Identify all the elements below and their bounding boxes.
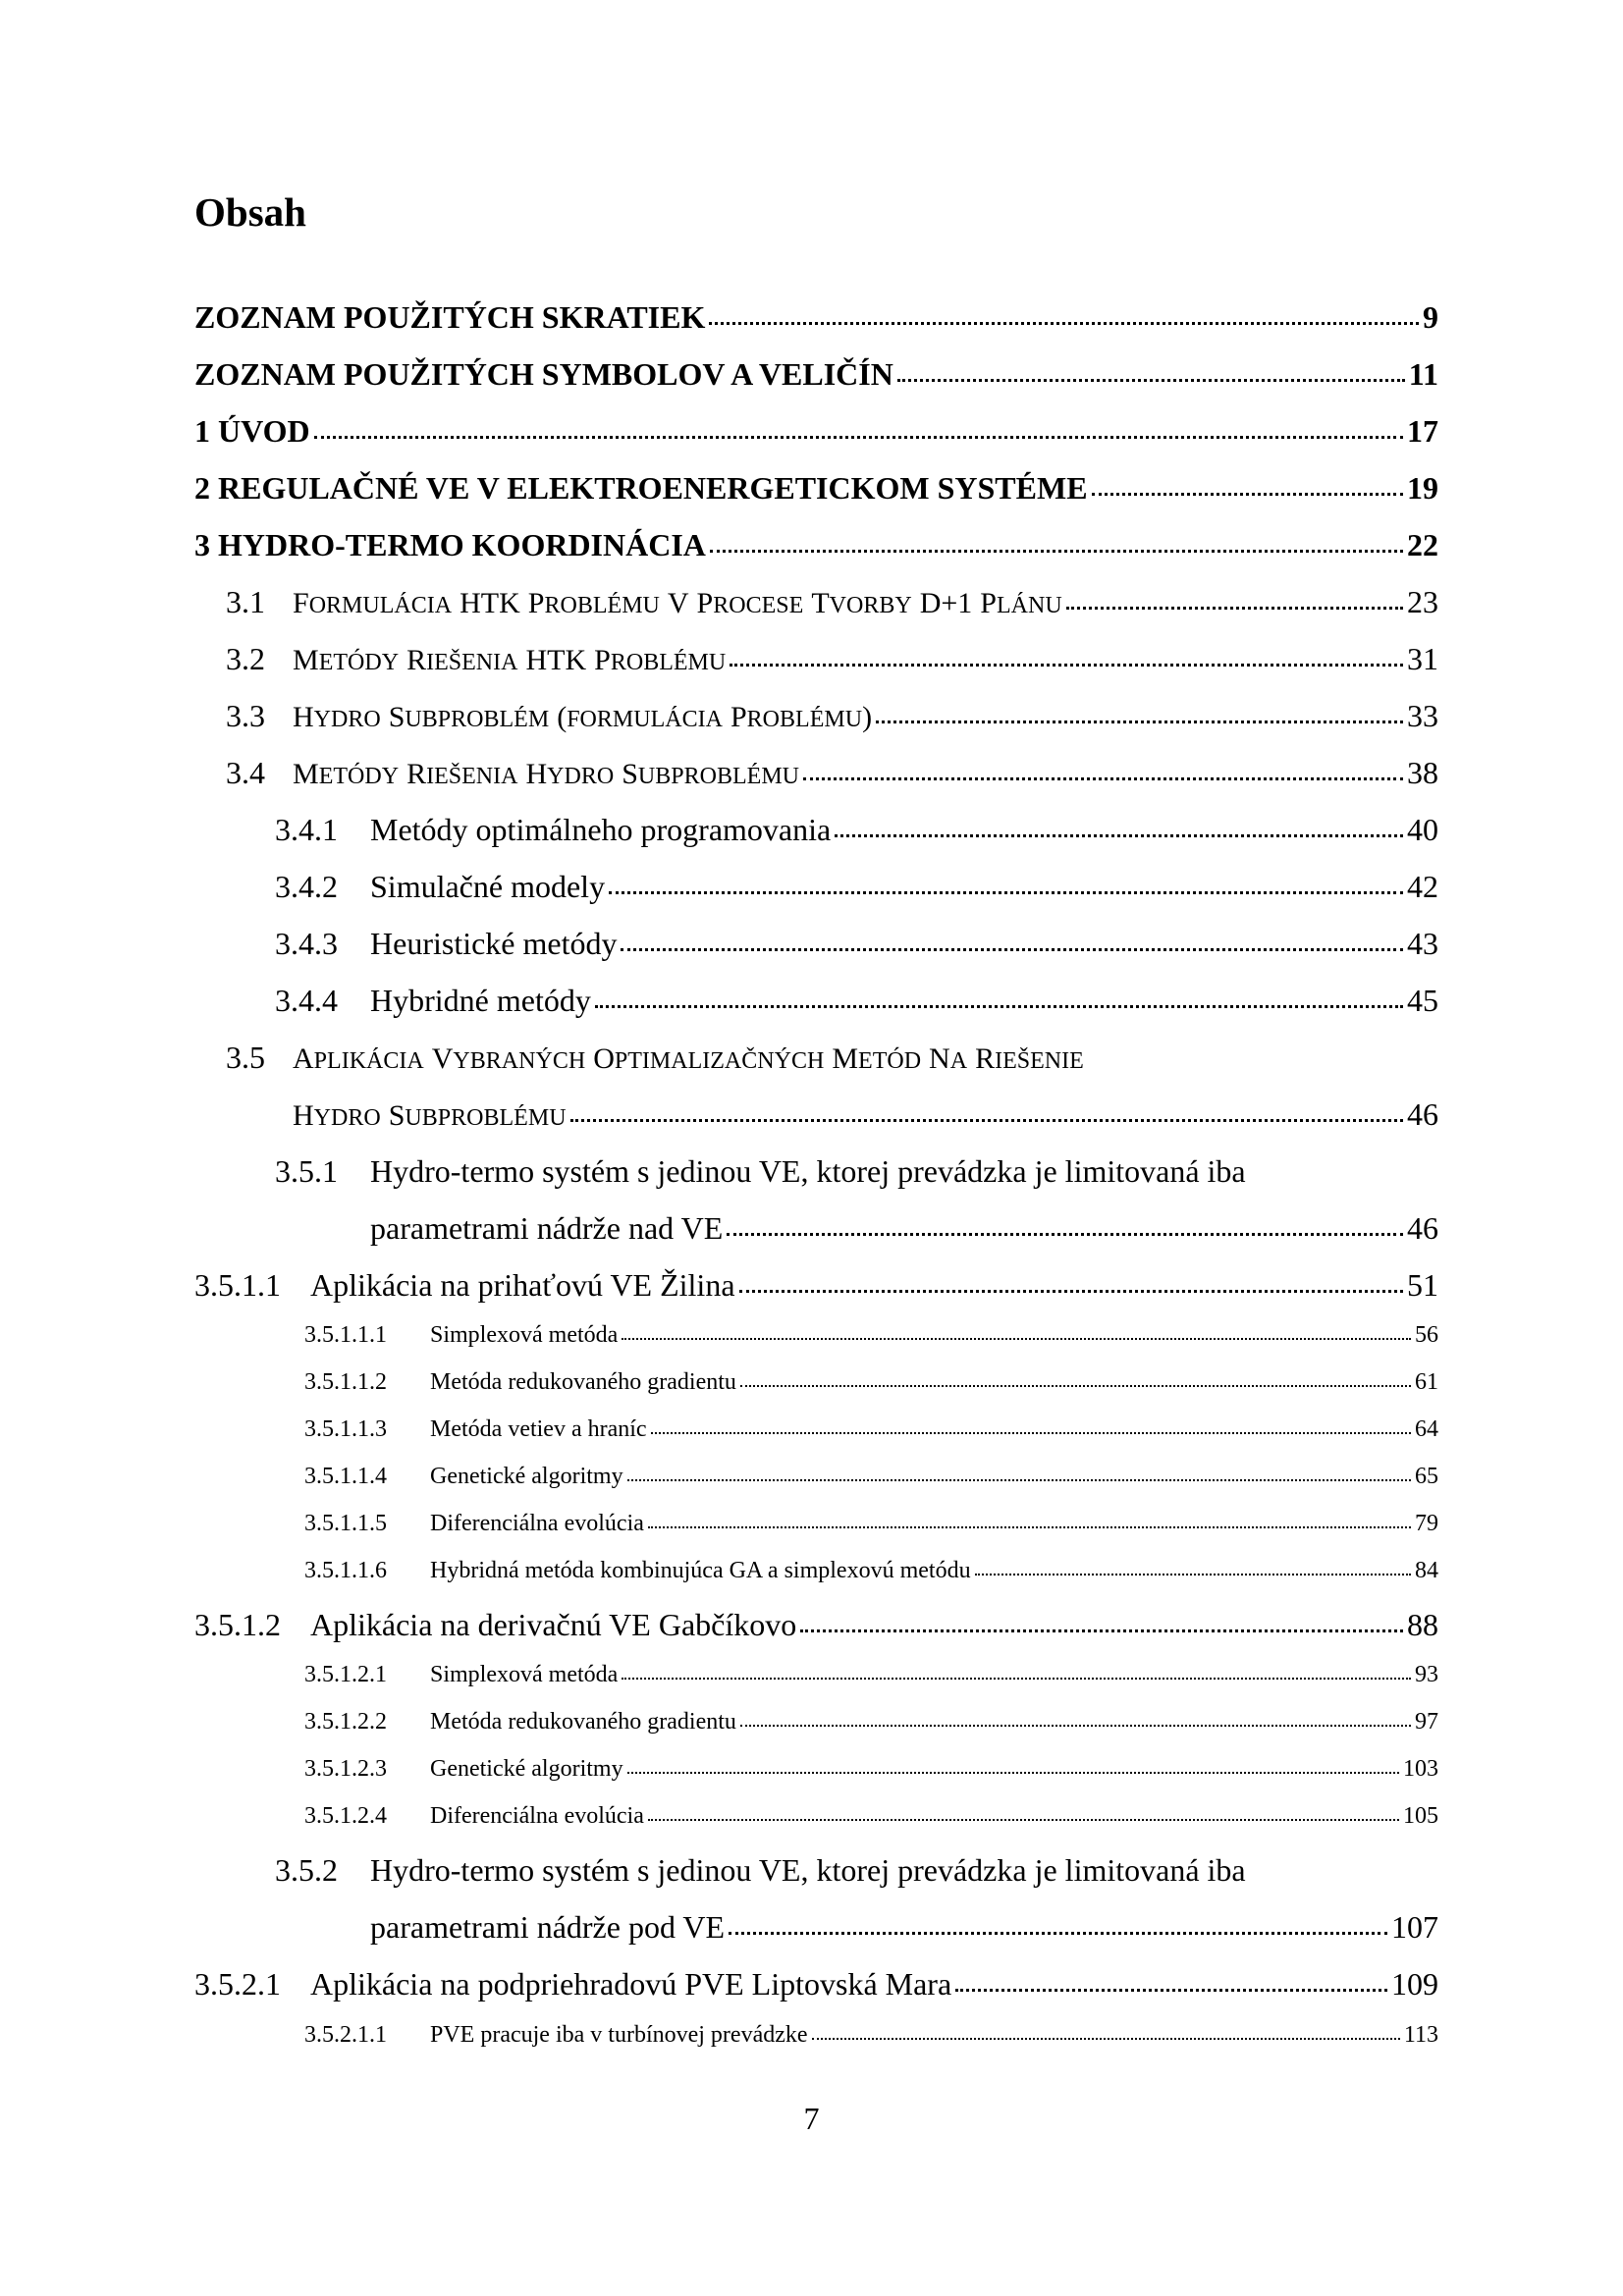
dot-leader	[651, 1432, 1411, 1434]
toc-entry-section-3-5-first-line[interactable]	[226, 1040, 1084, 1077]
dot-leader	[835, 834, 1403, 837]
toc-entry-page: 109	[1391, 1966, 1438, 2002]
toc-entry-3-5-1-2-2[interactable]	[304, 1709, 1438, 1736]
toc-entry-page: 51	[1407, 1267, 1438, 1303]
dot-leader	[727, 1233, 1403, 1236]
toc-entry-subsection-3-5-1-1[interactable]	[194, 1267, 1438, 1304]
dot-leader	[730, 664, 1403, 667]
toc-entry-number: 3.5.1.1.4	[304, 1464, 387, 1489]
dot-leader	[709, 322, 1419, 325]
dot-leader	[800, 1629, 1403, 1632]
dot-leader	[622, 1338, 1411, 1340]
toc-entry-3-5-1-2-3[interactable]	[304, 1756, 1438, 1784]
toc-entry-title: REGULAČNÉ VE V ELEKTROENERGETICKOM SYSTÉME	[218, 470, 1088, 506]
toc-entry-title-continued: parametrami nádrže pod VE	[370, 1909, 726, 1945]
dot-leader	[955, 1989, 1387, 1992]
dot-leader	[609, 891, 1403, 894]
toc-entry-number: 3.4	[226, 755, 265, 790]
toc-entry-abbreviations[interactable]	[194, 299, 1438, 336]
dot-leader	[314, 436, 1403, 439]
toc-entry-title: Metóda vetiev a hraníc	[430, 1416, 647, 1442]
page-number: 7	[803, 2101, 820, 2136]
toc-entry-title: Aplikácia na prihaťovú VE Žilina	[310, 1267, 735, 1303]
toc-entry-3-5-1-1-1[interactable]	[304, 1322, 1438, 1350]
toc-entry-3-5-1-1-2[interactable]	[304, 1369, 1438, 1397]
toc-entry-section-3-5[interactable]	[293, 1096, 1438, 1134]
toc-entry-chapter-3[interactable]	[194, 527, 1438, 563]
toc-entry-page: 64	[1415, 1416, 1438, 1442]
toc-entry-number: 3	[194, 527, 210, 562]
toc-entry-number: 3.5.1.1.3	[304, 1416, 387, 1442]
toc-entry-title: Diferenciálna evolúcia	[430, 1803, 644, 1829]
toc-entry-number: 2	[194, 470, 210, 506]
toc-entry-title: Heuristické metódy	[370, 926, 618, 961]
toc-entry-title: Simplexová metóda	[430, 1662, 619, 1687]
toc-entry-title: Metóda redukovaného gradientu	[430, 1369, 736, 1395]
toc-entry-number: 3.5.2.1.1	[304, 2022, 387, 2048]
dot-leader	[729, 1932, 1387, 1935]
toc-entry-number: 3.5.1.2.4	[304, 1803, 387, 1829]
toc-entry-title: Hydro-termo systém s jedinou VE, ktorej prevádzka je limitovaná iba	[370, 1852, 1246, 1888]
dot-leader	[627, 1772, 1399, 1774]
dot-leader	[975, 1574, 1411, 1575]
toc-entry-section-3-3[interactable]	[226, 698, 1438, 735]
dot-leader	[570, 1119, 1403, 1122]
toc-entry-title: Aplikácia na podpriehradovú PVE Liptovská Mara	[310, 1966, 952, 2002]
toc-entry-page: 31	[1407, 641, 1438, 676]
toc-entry-number: 3.4.2	[275, 869, 338, 904]
toc-entry-subsection-3-4-1[interactable]	[275, 812, 1438, 848]
toc-entry-3-5-1-2-4[interactable]	[304, 1803, 1438, 1831]
toc-entry-chapter-1[interactable]	[194, 413, 1438, 450]
toc-entry-page: 19	[1407, 470, 1438, 506]
dot-leader	[627, 1479, 1411, 1481]
toc-entry-number: 3.5.1.2.2	[304, 1709, 387, 1735]
toc-entry-number: 3.5.1.1.5	[304, 1511, 387, 1536]
toc-entry-page: 46	[1407, 1096, 1438, 1132]
toc-entry-title: FORMULÁCIA HTK PROBLÉMU V PROCESE TVORBY D+1 PLÁNU	[293, 587, 1062, 619]
dot-leader	[1066, 607, 1403, 610]
toc-entry-number: 3.3	[226, 698, 265, 733]
toc-entry-number: 3.5.2	[275, 1852, 338, 1888]
dot-leader	[648, 1526, 1411, 1528]
toc-entry-title: METÓDY RIEŠENIA HTK PROBLÉMU	[293, 644, 727, 676]
toc-entry-subsection-3-5-2-1[interactable]	[194, 1966, 1438, 2002]
toc-entry-page: 113	[1403, 2022, 1438, 2048]
dot-leader	[803, 777, 1403, 780]
toc-entry-page: 88	[1407, 1607, 1438, 1642]
toc-entry-title: Hybridné metódy	[370, 983, 591, 1018]
dot-leader	[740, 1385, 1411, 1387]
toc-entry-number: 3.4.3	[275, 926, 338, 961]
toc-entry-3-5-1-1-4[interactable]	[304, 1464, 1438, 1491]
toc-entry-number: 3.5.1.2	[194, 1607, 281, 1642]
toc-entry-3-5-2-1-1[interactable]	[304, 2022, 1438, 2050]
toc-entry-title: Hydro-termo systém s jedinou VE, ktorej prevádzka je limitovaná iba	[370, 1153, 1246, 1189]
toc-entry-number: 3.4.1	[275, 812, 338, 847]
toc-entry-title: Genetické algoritmy	[430, 1464, 623, 1489]
toc-entry-number: 3.5.1.1	[194, 1267, 281, 1303]
toc-entry-title: Genetické algoritmy	[430, 1756, 623, 1782]
toc-entry-page: 56	[1415, 1322, 1438, 1348]
toc-entry-page: 84	[1415, 1558, 1438, 1583]
toc-entry-number: 3.5	[226, 1040, 265, 1075]
toc-entry-page: 93	[1415, 1662, 1438, 1687]
toc-entry-title: ZOZNAM POUŽITÝCH SYMBOLOV A VELIČÍN	[194, 356, 893, 392]
page-title: Obsah	[194, 189, 306, 235]
toc-entry-number: 3.5.1.1.6	[304, 1558, 387, 1583]
toc-entry-section-3-4[interactable]	[226, 755, 1438, 792]
toc-entry-number: 3.5.1	[275, 1153, 338, 1189]
toc-entry-title: HYDRO SUBPROBLÉM (FORMULÁCIA PROBLÉMU)	[293, 701, 873, 733]
toc-entry-title: Metódy optimálneho programovania	[370, 812, 832, 847]
toc-entry-title: Simplexová metóda	[430, 1322, 619, 1348]
toc-entry-title-continued: HYDRO SUBPROBLÉMU	[293, 1099, 567, 1132]
dot-leader	[740, 1725, 1411, 1727]
toc-entry-number: 3.5.2.1	[194, 1966, 281, 2002]
toc-entry-number: 3.2	[226, 641, 265, 676]
toc-entry-page: 65	[1415, 1464, 1438, 1489]
toc-entry-page: 43	[1407, 926, 1438, 961]
toc-entry-subsection-3-4-4[interactable]	[275, 983, 1438, 1019]
toc-entry-number: 3.1	[226, 584, 265, 619]
toc-entry-subsection-3-5-1-2[interactable]	[194, 1607, 1438, 1643]
toc-entry-page: 45	[1407, 983, 1438, 1018]
toc-entry-title: ÚVOD	[218, 413, 310, 449]
toc-entry-subsection-3-4-2[interactable]	[275, 869, 1438, 905]
toc-entry-number: 3.4.4	[275, 983, 338, 1018]
toc-entry-section-3-2[interactable]	[226, 641, 1438, 678]
toc-entry-page: 97	[1415, 1709, 1438, 1735]
toc-entry-page: 40	[1407, 812, 1438, 847]
dot-leader	[595, 1005, 1403, 1008]
toc-entry-page: 33	[1407, 698, 1438, 733]
dot-leader	[621, 948, 1403, 951]
dot-leader	[1092, 493, 1403, 496]
toc-entry-3-5-1-1-3[interactable]	[304, 1416, 1438, 1444]
toc-entry-page: 11	[1408, 356, 1438, 392]
dot-leader	[876, 721, 1403, 723]
toc-entry-page: 61	[1415, 1369, 1438, 1395]
toc-entry-number: 3.5.1.2.1	[304, 1662, 387, 1687]
toc-entry-title: APLIKÁCIA VYBRANÝCH OPTIMALIZAČNÝCH METÓD NA RIEŠENIE	[293, 1042, 1084, 1075]
toc-entry-page: 17	[1407, 413, 1438, 449]
toc-entry-page: 38	[1407, 755, 1438, 790]
dot-leader	[648, 1819, 1399, 1821]
toc-entry-page: 46	[1407, 1210, 1438, 1246]
toc-entry-page: 105	[1403, 1803, 1438, 1829]
toc-entry-number: 3.5.1.1.2	[304, 1369, 387, 1395]
toc-entry-number: 1	[194, 413, 210, 449]
toc-entry-3-5-1-1-5[interactable]	[304, 1511, 1438, 1538]
toc-entry-3-5-1-2-1[interactable]	[304, 1662, 1438, 1689]
toc-entry-title: Aplikácia na derivačnú VE Gabčíkovo	[310, 1607, 797, 1642]
toc-entry-title: ZOZNAM POUŽITÝCH SKRATIEK	[194, 299, 706, 335]
toc-entry-page: 22	[1407, 527, 1438, 562]
toc-entry-symbols[interactable]	[194, 356, 1438, 393]
dot-leader	[622, 1678, 1411, 1680]
toc-entry-subsection-3-5-2[interactable]	[370, 1909, 1438, 1946]
toc-entry-page: 103	[1403, 1756, 1438, 1782]
toc-entry-title: HYDRO-TERMO KOORDINÁCIA	[218, 527, 706, 562]
toc-entry-page: 79	[1415, 1511, 1438, 1536]
toc-entry-title: METÓDY RIEŠENIA HYDRO SUBPROBLÉMU	[293, 758, 799, 790]
toc-entry-number: 3.5.1.2.3	[304, 1756, 387, 1782]
toc-entry-3-5-1-1-6[interactable]	[304, 1558, 1438, 1585]
toc-entry-title: Metóda redukovaného gradientu	[430, 1709, 736, 1735]
toc-entry-title: Hybridná metóda kombinujúca GA a simplexovú metódu	[430, 1558, 971, 1583]
toc-entry-page: 9	[1423, 299, 1438, 335]
toc-entry-subsection-3-5-1-first-line[interactable]	[275, 1153, 1246, 1190]
toc-entry-subsection-3-5-2-first-line[interactable]	[275, 1852, 1246, 1889]
toc-entry-number: 3.5.1.1.1	[304, 1322, 387, 1348]
toc-entry-title: Diferenciálna evolúcia	[430, 1511, 644, 1536]
toc-entry-title: Simulačné modely	[370, 869, 606, 904]
toc-entry-page: 23	[1407, 584, 1438, 619]
dot-leader	[739, 1290, 1403, 1293]
dot-leader	[710, 550, 1403, 553]
dot-leader	[897, 379, 1405, 382]
toc-entry-subsection-3-5-1[interactable]	[370, 1210, 1438, 1247]
toc-entry-chapter-2[interactable]	[194, 470, 1438, 507]
dot-leader	[812, 2038, 1400, 2040]
toc-entry-title-continued: parametrami nádrže nad VE	[370, 1210, 724, 1246]
toc-entry-section-3-1[interactable]	[226, 584, 1438, 621]
toc-entry-subsection-3-4-3[interactable]	[275, 926, 1438, 962]
toc-entry-title: PVE pracuje iba v turbínovej prevádzke	[430, 2022, 808, 2048]
toc-entry-page: 42	[1407, 869, 1438, 904]
toc-entry-page: 107	[1391, 1909, 1438, 1945]
